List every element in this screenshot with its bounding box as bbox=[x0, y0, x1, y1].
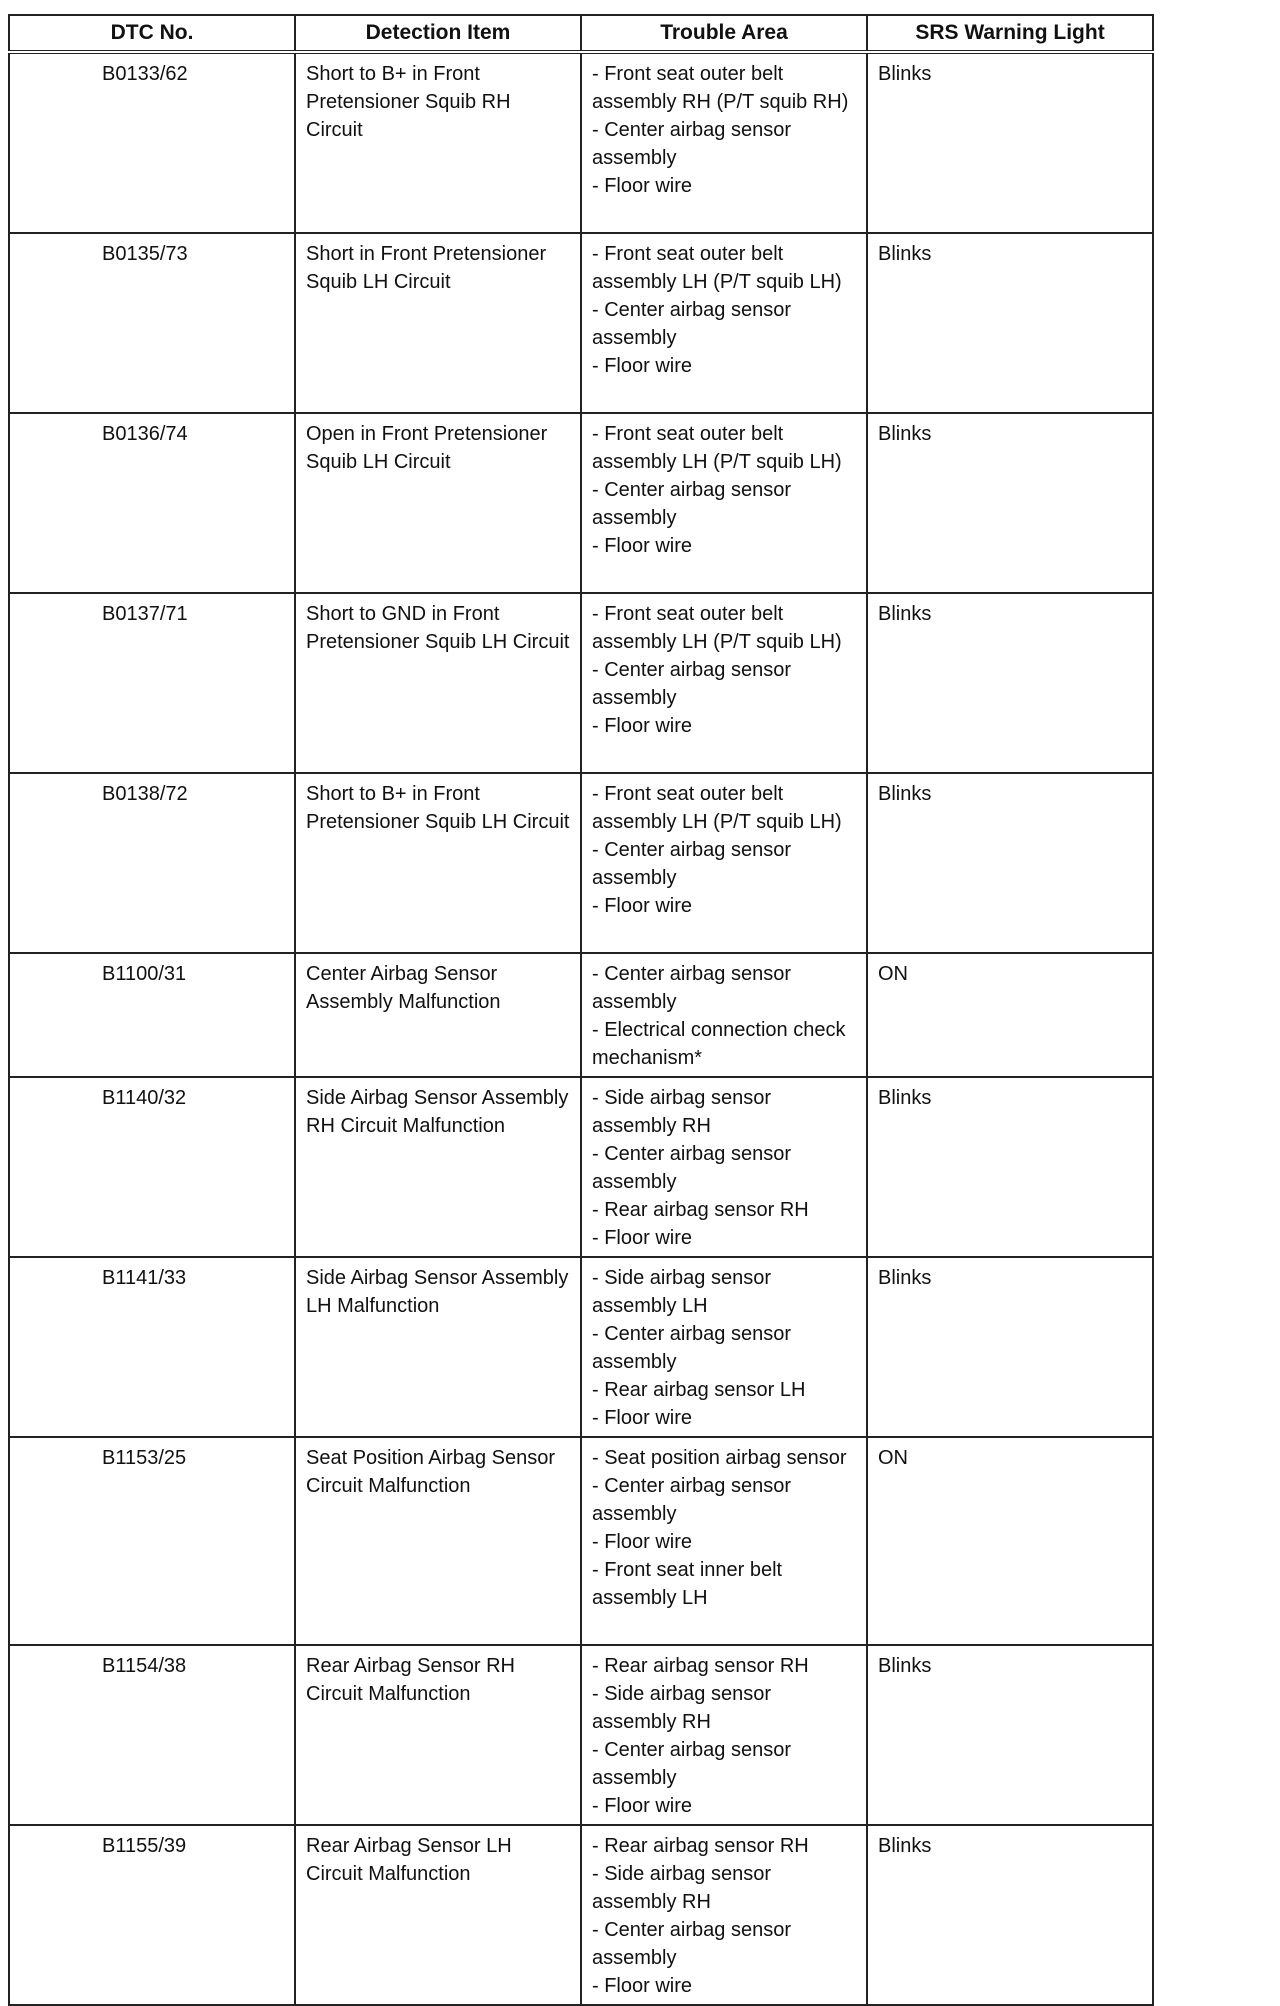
detection-item: Center Airbag Sensor Assembly Malfunction bbox=[295, 953, 581, 1077]
detection-item: Rear Airbag Sensor RH Circuit Malfunction bbox=[295, 1645, 581, 1825]
trouble-area bbox=[581, 953, 867, 1077]
trouble-line: - Side airbag sensor assembly RH bbox=[592, 1863, 771, 1913]
warning-light-status: Blinks bbox=[867, 413, 1153, 593]
trouble-line: - Front seat outer belt assembly LH (P/T squib LH) bbox=[592, 603, 842, 653]
trouble-area bbox=[581, 1257, 867, 1437]
trouble-line: - Side airbag sensor assembly RH bbox=[592, 1683, 771, 1733]
trouble-line: - Floor wire bbox=[592, 175, 693, 197]
dtc-code: B1155/39 bbox=[9, 1825, 295, 2005]
table-header bbox=[9, 15, 1153, 52]
trouble-area bbox=[581, 1825, 867, 2005]
trouble-area bbox=[581, 1645, 867, 1825]
trouble-area bbox=[581, 593, 867, 773]
trouble-line: - Side airbag sensor assembly RH bbox=[592, 1087, 771, 1137]
detection-item: Seat Position Airbag Sensor Circuit Malfunction bbox=[295, 1437, 581, 1645]
trouble-line: - Center airbag sensor assembly bbox=[592, 839, 791, 889]
trouble-line: - Front seat outer belt assembly LH (P/T squib LH) bbox=[592, 423, 842, 473]
dtc-code: B1141/33 bbox=[9, 1257, 295, 1437]
trouble-area bbox=[581, 1437, 867, 1645]
trouble-line: - Front seat outer belt assembly LH (P/T squib LH) bbox=[592, 783, 842, 833]
table-row bbox=[9, 1825, 1153, 2005]
trouble-line: - Floor wire bbox=[592, 355, 693, 377]
trouble-line: - Floor wire bbox=[592, 1407, 693, 1429]
dtc-code: B1100/31 bbox=[9, 953, 295, 1077]
table-row bbox=[9, 1257, 1153, 1437]
warning-light-status: Blinks bbox=[867, 1257, 1153, 1437]
trouble-area bbox=[581, 1077, 867, 1257]
dtc-code: B0136/74 bbox=[9, 413, 295, 593]
warning-light-status: Blinks bbox=[867, 1077, 1153, 1257]
trouble-line: - Center airbag sensor assembly bbox=[592, 119, 791, 169]
table-row bbox=[9, 1645, 1153, 1825]
trouble-area bbox=[581, 52, 867, 233]
trouble-line: - Floor wire bbox=[592, 895, 693, 917]
trouble-line: - Center airbag sensor assembly bbox=[592, 479, 791, 529]
warning-light-status: Blinks bbox=[867, 593, 1153, 773]
warning-light-status: Blinks bbox=[867, 1645, 1153, 1825]
trouble-line: - Side airbag sensor assembly LH bbox=[592, 1267, 771, 1317]
trouble-line: - Floor wire bbox=[592, 1531, 693, 1553]
detection-item: Short in Front Pretensioner Squib LH Circuit bbox=[295, 233, 581, 413]
table-row bbox=[9, 1437, 1153, 1645]
trouble-line: - Rear airbag sensor RH bbox=[592, 1199, 809, 1221]
trouble-line: - Center airbag sensor assembly bbox=[592, 1475, 791, 1525]
trouble-line: - Center airbag sensor assembly bbox=[592, 1323, 791, 1373]
trouble-area bbox=[581, 413, 867, 593]
detection-item: Rear Airbag Sensor LH Circuit Malfunction bbox=[295, 1825, 581, 2005]
dtc-table bbox=[8, 14, 1154, 2006]
table-row bbox=[9, 593, 1153, 773]
warning-light-status: Blinks bbox=[867, 233, 1153, 413]
warning-light-status: ON bbox=[867, 953, 1153, 1077]
trouble-line: - Electrical connection check mechanism* bbox=[592, 1019, 846, 1069]
trouble-line: - Floor wire bbox=[592, 535, 693, 557]
warning-light-status: Blinks bbox=[867, 773, 1153, 953]
table-row bbox=[9, 953, 1153, 1077]
detection-item: Side Airbag Sensor Assembly LH Malfunction bbox=[295, 1257, 581, 1437]
trouble-line: - Front seat outer belt assembly LH (P/T squib LH) bbox=[592, 243, 842, 293]
table-row bbox=[9, 1077, 1153, 1257]
header-detection-item: Detection Item bbox=[295, 15, 581, 52]
trouble-line: - Front seat inner belt assembly LH bbox=[592, 1559, 783, 1609]
header-srs-warning-light: SRS Warning Light bbox=[867, 15, 1153, 52]
warning-light-status: ON bbox=[867, 1437, 1153, 1645]
header-dtc-no: DTC No. bbox=[9, 15, 295, 52]
table-body bbox=[9, 52, 1153, 2005]
trouble-line: - Center airbag sensor assembly bbox=[592, 659, 791, 709]
trouble-line: - Floor wire bbox=[592, 715, 693, 737]
warning-light-status: Blinks bbox=[867, 1825, 1153, 2005]
dtc-code: B0133/62 bbox=[9, 52, 295, 233]
trouble-area bbox=[581, 773, 867, 953]
trouble-line: - Front seat outer belt assembly RH (P/T squib RH) bbox=[592, 63, 849, 113]
trouble-line: - Center airbag sensor assembly bbox=[592, 963, 791, 1013]
dtc-code: B0138/72 bbox=[9, 773, 295, 953]
trouble-line: - Rear airbag sensor RH bbox=[592, 1835, 809, 1857]
dtc-code: B1153/25 bbox=[9, 1437, 295, 1645]
dtc-code: B1140/32 bbox=[9, 1077, 295, 1257]
table-row bbox=[9, 413, 1153, 593]
trouble-line: - Floor wire bbox=[592, 1227, 693, 1249]
detection-item: Open in Front Pretensioner Squib LH Circuit bbox=[295, 413, 581, 593]
trouble-line: - Seat position airbag sensor bbox=[592, 1447, 847, 1469]
dtc-code: B0135/73 bbox=[9, 233, 295, 413]
trouble-line: - Floor wire bbox=[592, 1975, 693, 1997]
detection-item: Side Airbag Sensor Assembly RH Circuit Malfunction bbox=[295, 1077, 581, 1257]
trouble-line: - Center airbag sensor assembly bbox=[592, 1143, 791, 1193]
trouble-line: - Center airbag sensor assembly bbox=[592, 1919, 791, 1969]
header-trouble-area: Trouble Area bbox=[581, 15, 867, 52]
table-row bbox=[9, 773, 1153, 953]
trouble-line: - Floor wire bbox=[592, 1795, 693, 1817]
trouble-line: - Center airbag sensor assembly bbox=[592, 1739, 791, 1789]
warning-light-status: Blinks bbox=[867, 52, 1153, 233]
trouble-line: - Rear airbag sensor LH bbox=[592, 1379, 806, 1401]
trouble-line: - Center airbag sensor assembly bbox=[592, 299, 791, 349]
header-row bbox=[9, 15, 1153, 52]
trouble-line: - Rear airbag sensor RH bbox=[592, 1655, 809, 1677]
detection-item: Short to GND in Front Pretensioner Squib LH Circuit bbox=[295, 593, 581, 773]
table-row bbox=[9, 52, 1153, 233]
trouble-area bbox=[581, 233, 867, 413]
dtc-code: B1154/38 bbox=[9, 1645, 295, 1825]
dtc-code: B0137/71 bbox=[9, 593, 295, 773]
detection-item: Short to B+ in Front Pretensioner Squib LH Circuit bbox=[295, 773, 581, 953]
detection-item: Short to B+ in Front Pretensioner Squib RH Circuit bbox=[295, 52, 581, 233]
table-row bbox=[9, 233, 1153, 413]
